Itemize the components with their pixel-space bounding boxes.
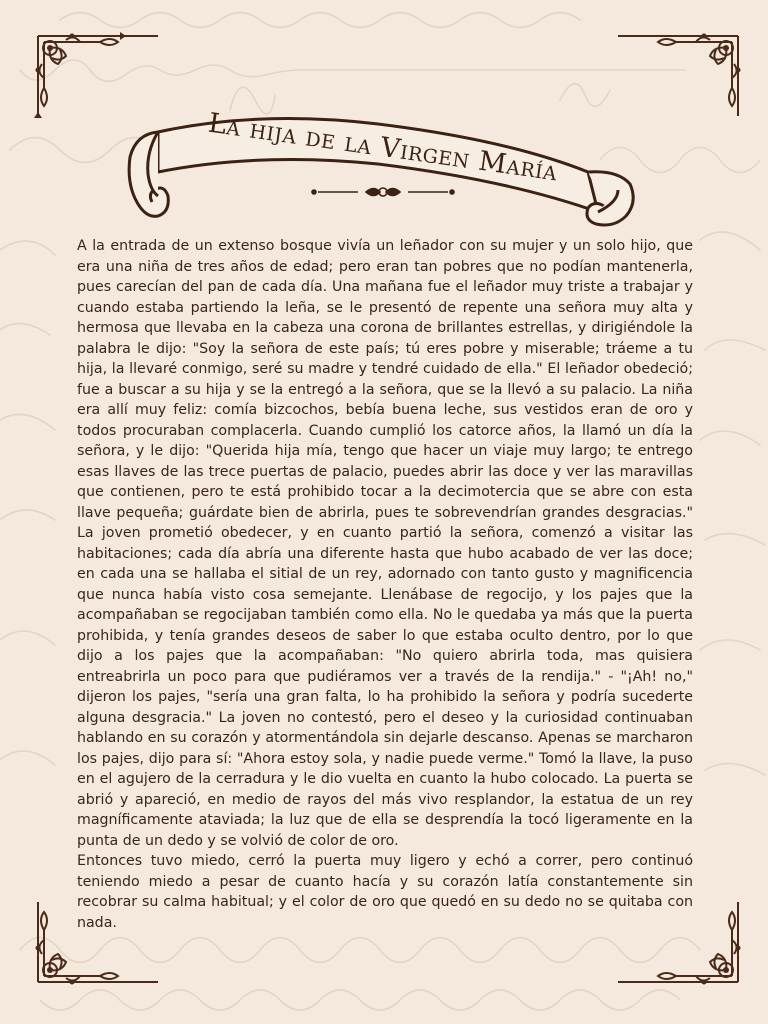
corner-ornament-top-right xyxy=(616,28,746,118)
title-banner xyxy=(118,107,650,232)
flourish-corner-icon xyxy=(616,28,746,118)
flourish-corner-icon xyxy=(30,28,160,118)
story-paragraph-1: A la entrada de un extenso bosque vivía un leñador con su mujer y un solo hijo, que era una niña de tres años de edad; pero eran tan pobres que no podían mantenerla, pues carecían del pan de cada día. Una mañana fue el leñador muy triste a trabajar y cuando estaba partiendo la leña, se le presentó de repente una señora muy alta y hermosa que llevaba en la cabeza una corona de brillantes estrellas, y dirigiéndole la palabra le dijo: "Soy la señora de este país; tú eres pobre y miserable; tráeme a tu hija, la llevaré conmigo, seré su madre y tendré cuidado de ella." El leñador obedeció; fue a buscar a su hija y se la entregó a la señora, que se la llevó a su palacio. La niña era allí muy feliz: comía bizcochos, bebía buena leche, sus vestidos eran de oro y todos procuraban complacerla. Cuando cumplió los catorce años, la llamó un día la señora, y le dijo: "Querida hija mía, tengo que hacer un viaje muy largo; te entrego esas llaves de las trece puertas de palacio, puedes abrir las doce y ver las maravillas que contienen, pero te está prohibido tocar a la decimotercia que se abre con esta llave pequeña; guárdate bien de abrirla, pues te sobrevendrían grandes desgracias." La joven prometió obedecer, y en cuanto partió la señora, comenzó a visitar las habitaciones; cada día abría una diferente hasta que hubo acabado de ver las doce; en cada una se hallaba el sitial de un rey, adornado con tanto gusto y magnificencia que nunca había visto cosa semejante. Llenábase de regocijo, y los pajes que la acompañaban se regocijaban también como ella. No le quedaba ya más que la puerta prohibida, y tenía grandes deseos de saber lo que estaba oculto dentro, por lo que dijo a los pajes que la acompañaban: "No quiero abrirla toda, mas quisiera entreabrirla un poco para que pudiéramos ver a través de la rendija." - "¡Ah! no," dijeron los pajes, "sería una gran falta, lo ha prohibido la señora y podría sucederte alguna desgracia." La joven no contestó, pero el deseo y la curiosidad continuaban hablando en su corazón y atormentándola sin dejarle descanso. Apenas se marcharon los pajes, dijo para sí: "Ahora estoy sola, y nadie puede verme." Tomó la llave, la puso en el agujero de la cerradura y le dio vuelta en cuanto la hubo colocado. La puerta se abrió y apareció, en medio de rayos del más vivo resplandor, la estatua de un rey magníficamente ataviada; la luz que de ella se desprendía la tocó ligeramente en la punta de un dedo y se volvió de color de oro. xyxy=(77,238,693,849)
story-paragraph-2: Entonces tuvo miedo, cerró la puerta muy ligero y echó a correr, pero continuó teniendo miedo a pesar de cuanto hacía y su corazón latía constantemente sin recobrar su calma habitual; y el color de oro que quedó en su dedo no se quitaba con nada. xyxy=(77,853,693,931)
corner-ornament-top-left xyxy=(30,28,160,118)
story-body xyxy=(77,236,693,933)
story-title: La hija de la Virgen María xyxy=(206,107,560,188)
